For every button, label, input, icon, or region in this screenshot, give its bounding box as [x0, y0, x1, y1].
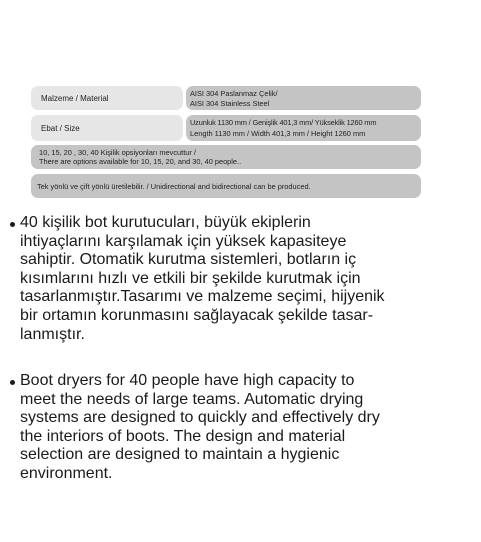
material-value-tr: AISI 304 Paslanmaz Çelik/: [190, 89, 278, 98]
options-pill: [31, 145, 421, 169]
material-value-pill: [186, 86, 421, 110]
options-text-en: There are options available for 10, 15, 20, and 30, 40 people..: [39, 157, 242, 166]
turkish-paragraph: [10, 214, 475, 344]
english-paragraph: [10, 372, 475, 484]
size-label-pill: [31, 115, 183, 141]
material-label: Malzeme / Material: [41, 94, 109, 103]
options-text-tr: 10, 15, 20 , 30, 40 Kişilik opsiyonları mevcuttur /: [39, 148, 196, 157]
turkish-text: 40 kişilik bot kurutucuları, büyük ekiplerin ihtiyaçlarını karşılamak için yüksek kapasiteye sahiptir. Otomatik kurutma sistemleri, botların iç kısımlarını hızlı ve etkili bir şekilde kurutmak için tasarlanmıştır.Tasarımı ve malzeme seçimi, hijyenik bir ortamın korunmasını sağlayacak şekilde tasar- lanmıştır.: [20, 214, 385, 343]
material-value-en: AISI 304 Stainless Steel: [190, 99, 270, 108]
direction-text: Tek yönlü ve çift yönlü üretilebilir. / Unidirectional and bidirectional can be produced.: [37, 182, 311, 191]
size-label: Ebat / Size: [41, 124, 80, 133]
material-label-pill: [31, 86, 183, 110]
direction-pill: [31, 174, 421, 198]
size-value-pill: [186, 115, 421, 141]
bullet-dot: [10, 380, 15, 385]
english-text: Boot dryers for 40 people have high capacity to meet the needs of large teams. Automatic drying systems are designed to quickly and effectively dry the interiors of boots. The design and material selection are designed to maintain a hygienic environment.: [20, 372, 380, 482]
bullet-dot: [10, 222, 15, 227]
size-value-en: Length 1130 mm / Width 401,3 mm / Height 1260 mm: [190, 129, 366, 138]
size-value-tr: Uzunluk 1130 mm / Genişlik 401,3 mm/ Yükseklik 1260 mm: [190, 118, 377, 127]
